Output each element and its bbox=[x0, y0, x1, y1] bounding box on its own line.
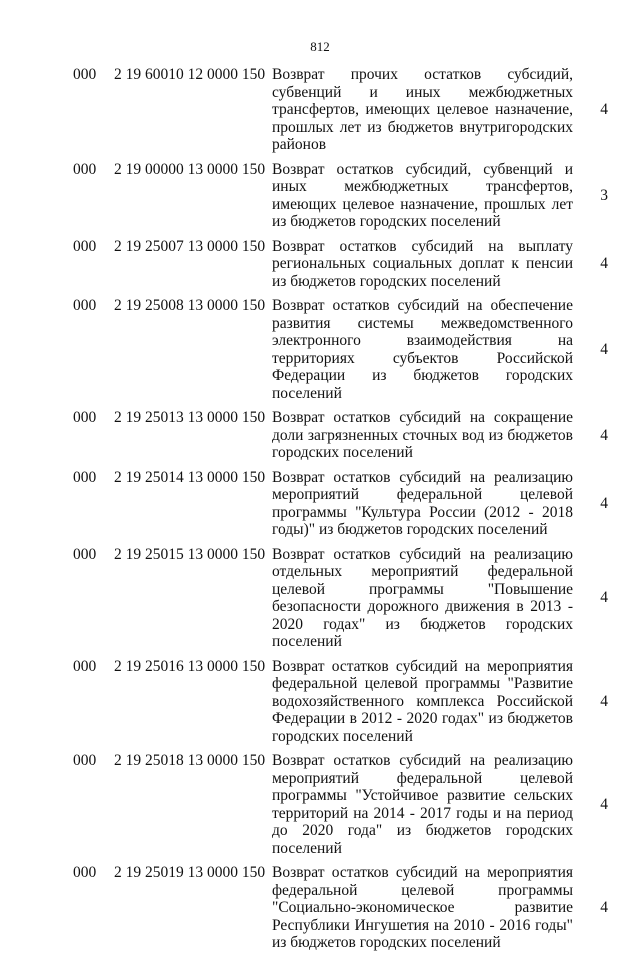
item-description-cell: Возврат остатков субсидий на реализацию мероприятий федеральной целевой программы "Культура России (2012 - 2018 годы)" из бюджетов городских поселений bbox=[272, 468, 573, 538]
admin-code-cell: 000 bbox=[73, 297, 97, 314]
value-text: 4 bbox=[600, 589, 608, 607]
budget-classification-code-cell: 2 19 25008 13 0000 150 bbox=[114, 297, 266, 314]
value-text: 4 bbox=[600, 494, 608, 512]
admin-code-cell: 000 bbox=[73, 545, 97, 563]
value-text: 4 bbox=[600, 340, 608, 358]
value-text: 4 bbox=[600, 692, 608, 710]
table-row bbox=[60, 864, 620, 952]
admin-code-cell: 000 bbox=[73, 752, 97, 769]
value-text: 4 bbox=[600, 426, 608, 444]
value-text: 4 bbox=[600, 255, 608, 272]
budget-classification-code-cell: 2 19 25007 13 0000 150 bbox=[114, 237, 266, 255]
item-description-cell: Возврат остатков субсидий на реализацию мероприятий федеральной целевой программы "Устойчивое развитие сельских территорий на 2014 - 2017 годы и на период до 2020 года" из бюджетов городских поселений bbox=[272, 752, 573, 857]
budget-classification-code-cell: 2 19 25019 13 0000 150 bbox=[114, 864, 266, 881]
value-cell bbox=[573, 469, 620, 539]
table-row bbox=[60, 66, 620, 154]
budget-classification-code-cell: 2 19 60010 12 0000 150 bbox=[114, 66, 266, 83]
table-row bbox=[60, 238, 620, 291]
table-row bbox=[60, 409, 620, 462]
budget-classification-code-cell: 2 19 25014 13 0000 150 bbox=[114, 468, 266, 486]
table-row bbox=[60, 546, 620, 651]
value-cell bbox=[573, 297, 620, 402]
table-row bbox=[60, 658, 620, 746]
value-text: 4 bbox=[600, 899, 608, 916]
table-row bbox=[60, 752, 620, 857]
table-row bbox=[60, 297, 620, 402]
value-cell bbox=[573, 409, 620, 462]
budget-classification-code-cell: 2 19 25018 13 0000 150 bbox=[114, 752, 266, 769]
table-row bbox=[60, 469, 620, 539]
admin-code-cell: 000 bbox=[73, 237, 97, 255]
budget-classification-code-cell: 2 19 25015 13 0000 150 bbox=[114, 545, 266, 563]
item-description-cell: Возврат остатков субсидий на обеспечение развития системы межведомственного электронного взаимодействия на территориях субъектов Российской Федерации из бюджетов городских поселений bbox=[272, 297, 573, 402]
admin-code-cell: 000 bbox=[73, 468, 97, 486]
budget-codes-table bbox=[60, 66, 620, 959]
admin-code-cell: 000 bbox=[73, 864, 97, 881]
budget-classification-code-cell: 2 19 25013 13 0000 150 bbox=[114, 409, 266, 426]
page-number: 812 bbox=[310, 39, 330, 54]
admin-code-cell: 000 bbox=[73, 160, 97, 178]
item-description-cell: Возврат остатков субсидий на мероприятия федеральной целевой программы "Социально-экономическое развитие Республики Ингушетия на 2010 - 2016 годы" из бюджетов городских поселений bbox=[272, 864, 573, 951]
value-cell bbox=[573, 546, 620, 651]
value-cell bbox=[573, 864, 620, 952]
admin-code-cell: 000 bbox=[73, 409, 97, 426]
item-description-cell: Возврат остатков субсидий, субвенций и иных межбюджетных трансфертов, имеющих целевое назначение, прошлых лет из бюджетов городских поселений bbox=[272, 160, 573, 230]
value-cell bbox=[573, 752, 620, 857]
item-description-cell: Возврат остатков субсидий на мероприятия федеральной целевой программы "Развитие водохозяйственного комплекса Российской Федерации в 2012 - 2020 годах" из бюджетов городских поселений bbox=[272, 657, 573, 745]
budget-classification-code-cell: 2 19 25016 13 0000 150 bbox=[114, 657, 266, 675]
value-cell bbox=[573, 66, 620, 154]
value-cell bbox=[573, 161, 620, 231]
value-cell bbox=[573, 238, 620, 291]
admin-code-cell: 000 bbox=[73, 66, 97, 83]
table-row bbox=[60, 161, 620, 231]
value-text: 3 bbox=[600, 186, 608, 204]
budget-classification-code-cell: 2 19 00000 13 0000 150 bbox=[114, 160, 266, 178]
value-cell bbox=[573, 658, 620, 746]
item-description-cell: Возврат остатков субсидий на сокращение доли загрязненных сточных вод из бюджетов городских поселений bbox=[272, 409, 573, 461]
admin-code-cell: 000 bbox=[73, 657, 97, 675]
item-description-cell: Возврат остатков субсидий на выплату региональных социальных доплат к пенсии из бюджетов городских поселений bbox=[272, 237, 573, 290]
value-text: 4 bbox=[600, 101, 608, 118]
value-text: 4 bbox=[600, 795, 608, 813]
item-description-cell: Возврат остатков субсидий на реализацию отдельных мероприятий федеральной целевой программы "Повышение безопасности дорожного движения в 2013 - 2020 годах" из бюджетов городских поселений bbox=[272, 545, 573, 650]
item-description-cell: Возврат прочих остатков субсидий, субвенций и иных межбюджетных трансфертов, имеющих целевое назначение, прошлых лет из бюджетов внутригородских районов bbox=[272, 66, 573, 153]
